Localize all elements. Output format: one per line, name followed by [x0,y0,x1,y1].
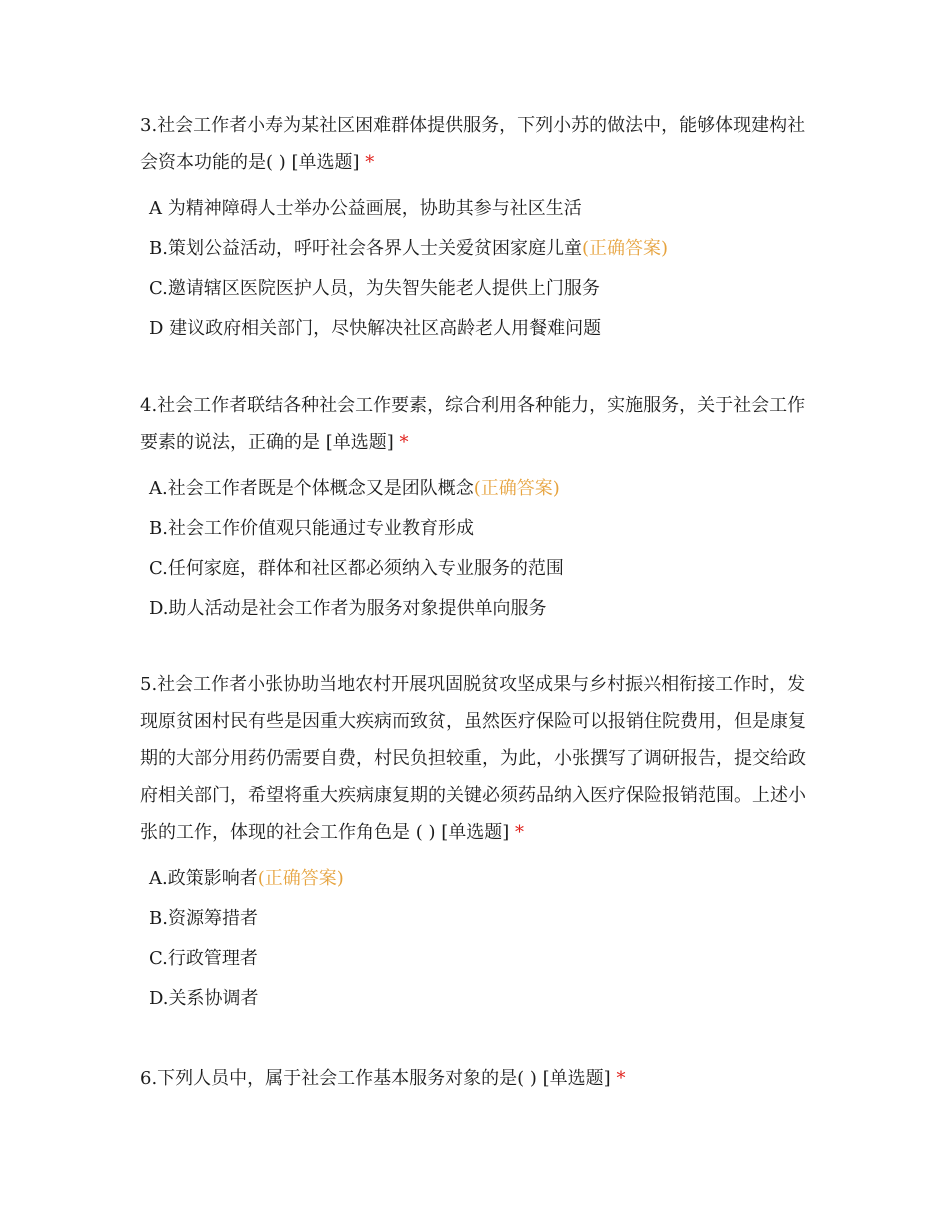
question-6 [140,1060,820,1097]
option-label: B.策划公益活动，呼吁社会各界人士关爱贫困家庭儿童 [149,238,582,259]
option-label: D.关系协调者 [149,988,259,1009]
question-3-text: 3.社会工作者小寿为某社区困难群体提供服务，下列小苏的做法中，能够体现建构社会资本功能的是( ) [单选题] [140,115,806,173]
option-label: C.邀请辖区医院医护人员，为失智失能老人提供上门服务 [149,278,600,299]
option-label: D 建议政府相关部门，尽快解决社区高龄老人用餐难问题 [149,318,602,339]
option-c[interactable] [149,939,820,979]
question-5-text: 5.社会工作者小张协助当地农村开展巩固脱贫攻坚成果与乡村振兴相衔接工作时，发现原贫困村民有些是因重大疾病而致贫，虽然医疗保险可以报销住院费用，但是康复期的大部分用药仍需要自费，村民负担较重，为此，小张撰写了调研报告，提交给政府相关部门，希望将重大疾病康复期的关键必须药品纳入医疗保险报销范围。上述小张的工作，体现的社会工作角色是 ( ) [单选题] [140,674,806,843]
question-4 [140,387,820,629]
question-4-text: 4.社会工作者联结各种社会工作要素，综合利用各种能力，实施服务，关于社会工作要素的说法，正确的是 [单选题] [140,395,806,453]
required-mark: * [365,152,375,173]
option-d[interactable] [149,589,820,629]
option-label: A.政策影响者 [149,868,258,889]
option-label: B.社会工作价值观只能通过专业教育形成 [149,518,474,539]
options-list [140,469,820,629]
option-d[interactable] [149,979,820,1019]
required-mark: * [515,822,524,843]
question-text [140,666,820,851]
question-5 [140,666,820,1019]
option-label: C.任何家庭，群体和社区都必须纳入专业服务的范围 [149,558,564,579]
question-text [140,1060,820,1097]
option-c[interactable] [149,269,820,309]
question-text [140,107,820,181]
option-c[interactable] [149,549,820,589]
correct-answer-tag: (正确答案) [257,868,344,889]
required-mark: * [399,432,409,453]
correct-answer-tag: (正确答案) [473,478,560,499]
option-d[interactable] [149,309,820,349]
question-6-text: 6.下列人员中，属于社会工作基本服务对象的是( ) [单选题] [140,1068,611,1089]
option-label: A 为精神障碍人士举办公益画展，协助其参与社区生活 [149,198,582,219]
option-b[interactable] [149,509,820,549]
question-text [140,387,820,461]
option-label: B.资源筹措者 [149,908,258,929]
option-a[interactable] [149,859,820,899]
option-b[interactable] [149,899,820,939]
question-3 [140,107,820,349]
options-list [140,859,820,1019]
option-label: D.助人活动是社会工作者为服务对象提供单向服务 [149,598,547,619]
option-label: C.行政管理者 [149,948,258,969]
options-list [140,189,820,349]
correct-answer-tag: (正确答案) [581,238,668,259]
option-a[interactable] [149,189,820,229]
option-b[interactable] [149,229,820,269]
option-label: A.社会工作者既是个体概念又是团队概念 [149,478,474,499]
required-mark: * [616,1068,626,1089]
option-a[interactable] [149,469,820,509]
